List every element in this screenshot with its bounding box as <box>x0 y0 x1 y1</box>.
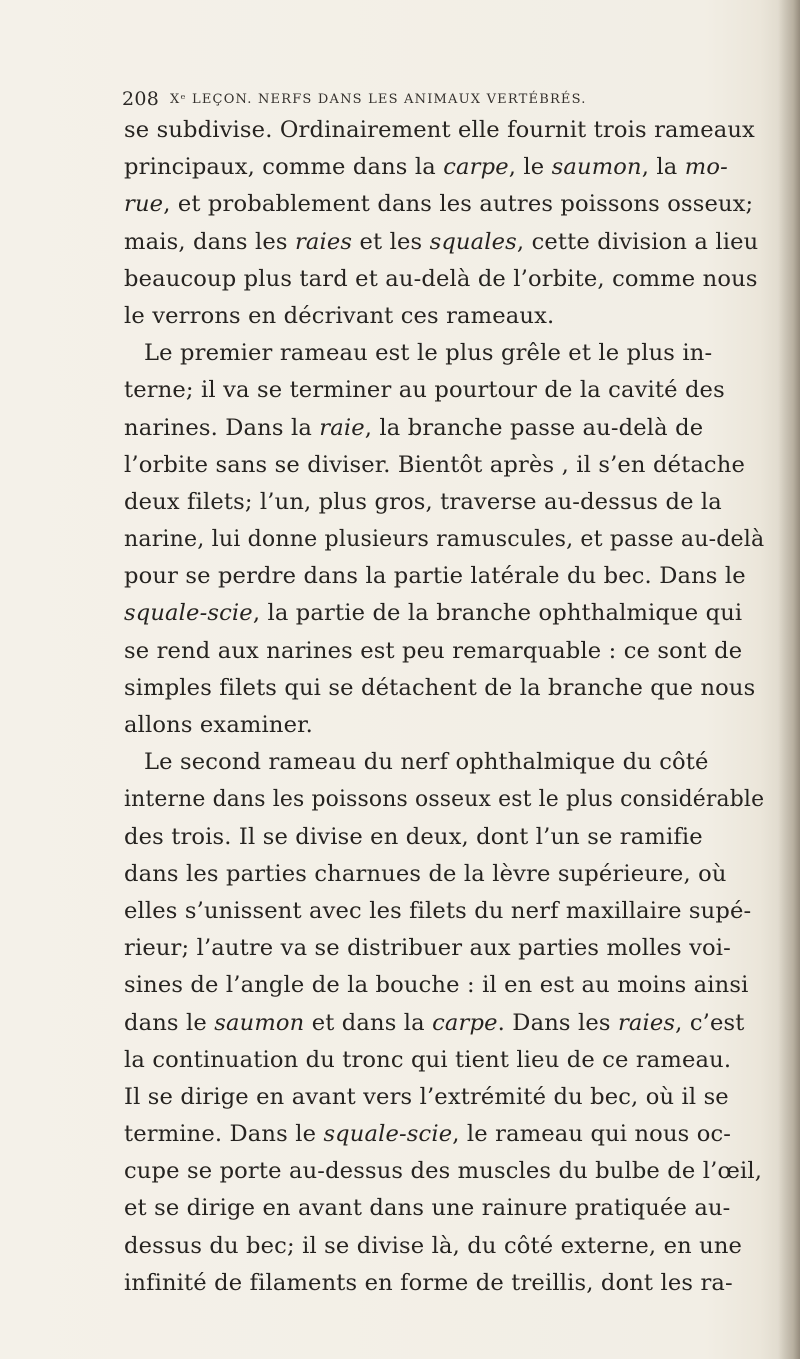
text-segment: allons examiner. <box>124 712 313 738</box>
text-line <box>124 1116 764 1153</box>
text-segment: et les <box>352 228 430 255</box>
text-line <box>124 261 764 298</box>
text-segment: terne; il va se terminer au pourtour de la cavité des <box>124 377 725 404</box>
text-line <box>124 186 764 223</box>
text-segment: pour se perdre dans la partie latérale du bec. Dans le <box>124 563 746 590</box>
text-segment: se rend aux narines est peu remarquable : ce sont de <box>124 637 743 664</box>
text-segment: et dans la <box>304 1009 433 1036</box>
text-line <box>124 1005 764 1042</box>
text-segment: beaucoup plus tard et au-delà de l’orbite, comme nous <box>124 265 758 292</box>
text-line <box>124 410 764 447</box>
text-segment: dans les parties charnues de la lèvre supérieure, où <box>124 860 727 887</box>
italic-term: raies <box>617 1009 676 1036</box>
text-line <box>124 930 764 967</box>
text-segment: , le rameau qui nous oc- <box>452 1121 732 1148</box>
text-segment: et se dirige en avant dans une rainure pratiquée au- <box>124 1195 731 1222</box>
text-segment: se subdivise. Ordinairement elle fournit trois rameaux <box>124 117 755 143</box>
italic-term: rue <box>124 191 164 218</box>
text-segment: des trois. Il se divise en deux, dont l’un se ramifie <box>124 823 703 850</box>
text-segment: , c’est <box>675 1009 745 1036</box>
text-line <box>124 967 764 1004</box>
text-line <box>124 633 764 670</box>
text-line <box>124 744 764 781</box>
text-line <box>124 1042 764 1079</box>
page-edge-shadow <box>778 0 800 1359</box>
italic-term: raie <box>319 414 365 441</box>
text-segment: infinité de filaments en forme de treillis, dont les ra- <box>124 1269 733 1296</box>
text-segment: la continuation du tronc qui tient lieu de ce rameau. <box>124 1046 732 1073</box>
text-segment: simples filets qui se détachent de la branche que nous <box>124 674 756 701</box>
text-segment: . Dans les <box>497 1009 618 1036</box>
text-segment: narine, lui donne plusieurs ramuscules, et passe au-delà <box>124 526 765 553</box>
italic-term: squale-scie <box>124 600 253 627</box>
text-line <box>124 893 764 930</box>
text-line <box>124 1190 764 1227</box>
text-line <box>124 595 764 632</box>
text-segment: le verrons en décrivant ces rameaux. <box>124 302 555 329</box>
italic-term: carpe <box>432 1009 498 1036</box>
italic-term: mo- <box>684 154 728 181</box>
text-line <box>124 707 764 744</box>
text-line <box>124 856 764 893</box>
text-segment: l’orbite sans se diviser. Bientôt après , il s’en détache <box>124 451 745 478</box>
italic-term: carpe <box>443 154 509 181</box>
text-line <box>124 112 764 149</box>
italic-term: squales <box>429 228 517 255</box>
text-segment: principaux, comme dans la <box>124 154 444 181</box>
text-line <box>124 1228 764 1265</box>
italic-term: saumon <box>551 154 642 181</box>
text-segment: cupe se porte au-dessus des muscles du bulbe de l’œil, <box>124 1158 763 1185</box>
text-segment: , et probablement dans les autres poissons osseux; <box>163 191 754 218</box>
text-segment: , le <box>508 154 552 181</box>
italic-term: squale-scie <box>323 1121 453 1148</box>
text-segment: elles s’unissent avec les filets du nerf maxillaire supé- <box>124 897 752 924</box>
text-line <box>124 149 764 186</box>
text-segment: Il se dirige en avant vers l’extrémité du bec, où il se <box>124 1083 729 1110</box>
text-segment: Le second rameau du nerf ophthalmique du côté <box>144 749 709 776</box>
text-line <box>124 447 764 484</box>
text-line <box>124 1153 764 1190</box>
text-line <box>124 819 764 856</box>
text-line <box>124 224 764 261</box>
text-line <box>124 1079 764 1116</box>
text-line <box>124 521 765 558</box>
text-segment: deux filets; l’un, plus gros, traverse au-dessus de la <box>124 488 722 515</box>
text-line <box>124 298 764 335</box>
text-line <box>124 484 764 521</box>
text-segment: , la partie de la branche ophthalmique qui <box>252 600 743 627</box>
text-segment: narines. Dans la <box>124 414 320 441</box>
text-segment: , la <box>641 154 685 181</box>
running-head: Xᵉ LEÇON. NERFS DANS LES ANIMAUX VERTÉBRÉS. <box>170 92 587 107</box>
text-segment: rieur; l’autre va se distribuer aux parties molles voi- <box>124 935 731 962</box>
text-line <box>124 670 764 707</box>
text-segment: mais, dans les <box>124 228 295 255</box>
italic-term: saumon <box>214 1009 305 1036</box>
page-number: 208 <box>122 88 160 110</box>
text-line <box>124 372 764 409</box>
italic-term: raies <box>294 228 353 255</box>
body-text <box>124 112 764 1302</box>
text-line <box>124 781 765 818</box>
text-segment: dans le <box>124 1009 215 1036</box>
text-line <box>124 558 764 595</box>
text-line <box>124 335 764 372</box>
text-segment: interne dans les poissons osseux est le plus considérable <box>124 786 765 813</box>
text-segment: Le premier rameau est le plus grêle et le plus in- <box>144 340 713 367</box>
text-segment: , la branche passe au-delà de <box>364 414 704 441</box>
text-segment: dessus du bec; il se divise là, du côté externe, en une <box>124 1232 743 1259</box>
text-segment: sines de l’angle de la bouche : il en est au moins ainsi <box>124 972 749 999</box>
text-segment: termine. Dans le <box>124 1121 324 1148</box>
text-segment: , cette division a lieu <box>516 228 759 255</box>
text-line <box>124 1265 764 1302</box>
